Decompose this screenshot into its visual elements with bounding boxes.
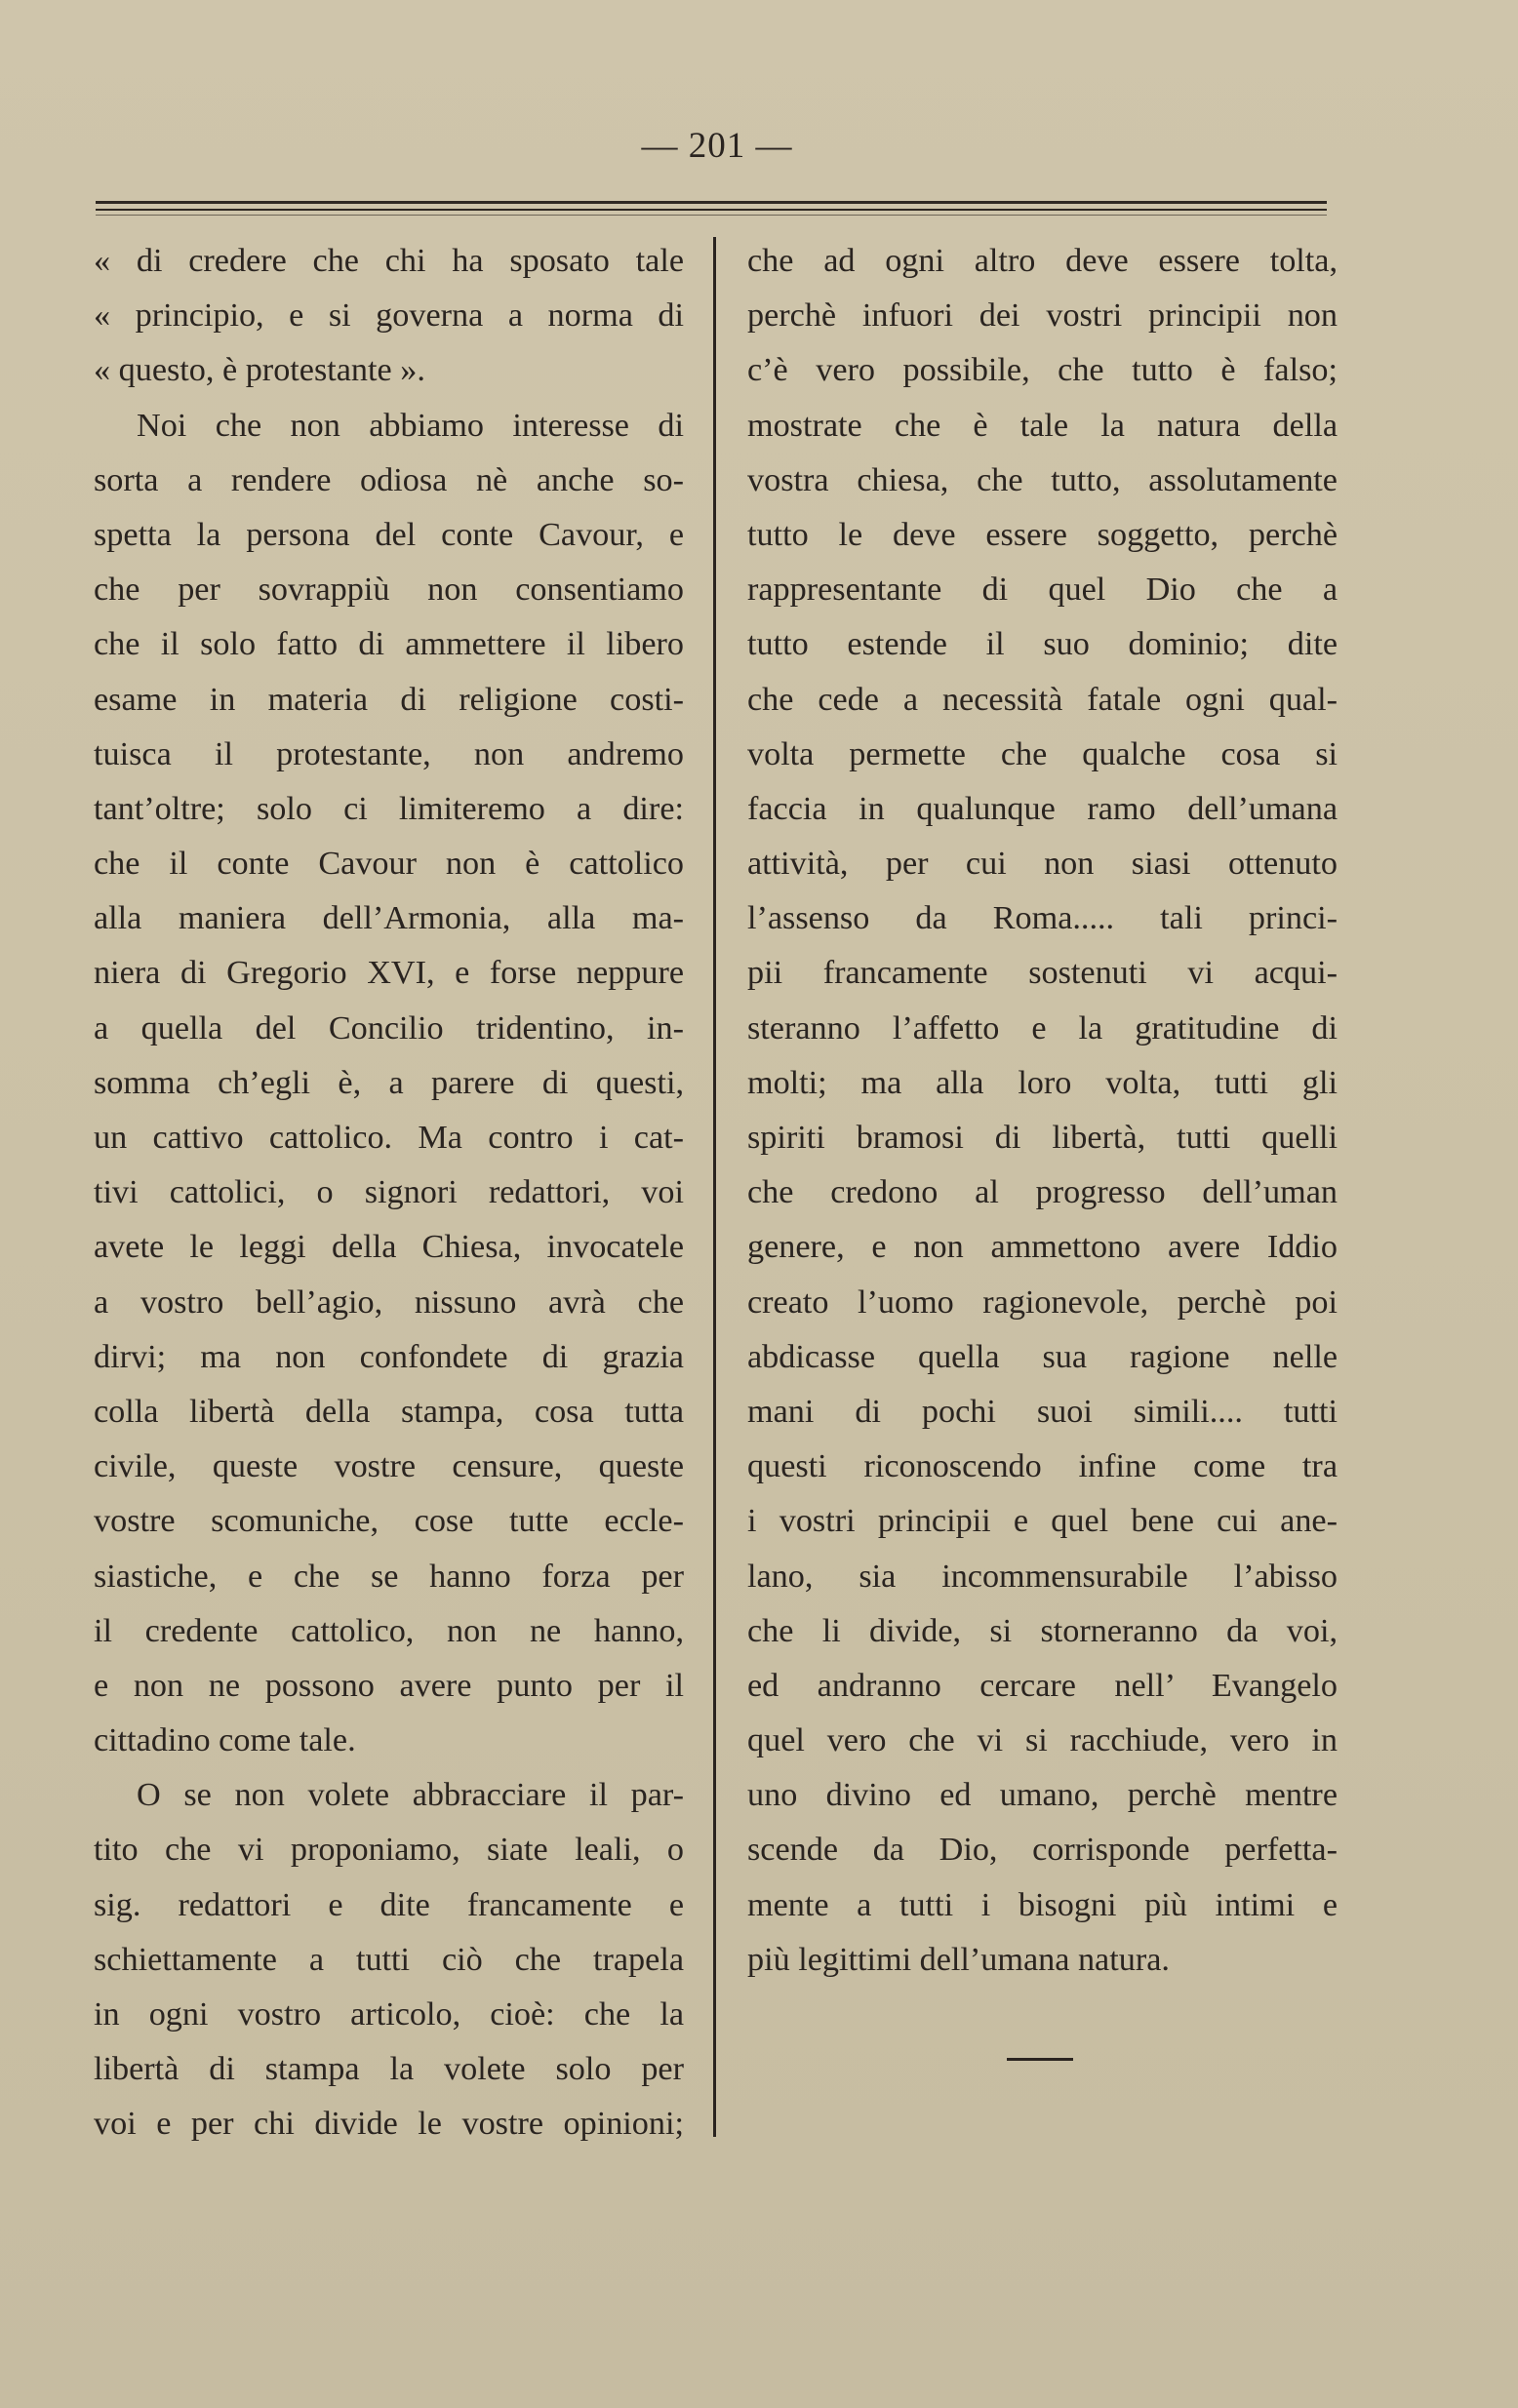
text-line: colla libertà della stampa, cosa tutta (94, 1393, 684, 1430)
text-line: somma ch’egli è, a parere di questi, (94, 1064, 684, 1101)
text-line: sorta a rendere odiosa nè anche so- (94, 461, 684, 498)
text-line: scende da Dio, corrisponde perfetta- (747, 1832, 1338, 1869)
text-line: dirvi; ma non confondete di grazia (94, 1338, 684, 1375)
text-line: genere, e non ammettono avere Iddio (747, 1229, 1338, 1266)
text-line: abdicasse quella sua ragione nelle (747, 1338, 1338, 1375)
text-line: vostra chiesa, che tutto, assolutamente (747, 461, 1338, 498)
text-line: ed andranno cercare nell’ Evangelo (747, 1667, 1338, 1704)
text-line: alla maniera dell’Armonia, alla ma- (94, 900, 684, 937)
end-of-section-rule (1007, 2058, 1073, 2061)
text-line: quel vero che vi si racchiude, vero in (747, 1722, 1338, 1759)
right-column (747, 234, 1338, 1988)
text-line: O se non volete abbracciare il par- (137, 1777, 684, 1814)
text-line: più legittimi dell’umana natura. (747, 1941, 1170, 1978)
text-line: questi riconoscendo infine come tra (747, 1448, 1338, 1485)
text-line: faccia in qualunque ramo dell’umana (747, 790, 1338, 827)
text-line: i vostri principii e quel bene cui ane- (747, 1503, 1338, 1540)
text-line: mente a tutti i bisogni più intimi e (747, 1886, 1338, 1923)
page-number: — 201 — (641, 126, 793, 166)
text-line: voi e per chi divide le vostre opinioni; (94, 2106, 684, 2143)
text-line: che credono al progresso dell’uman (747, 1174, 1338, 1211)
text-line: esame in materia di religione costi- (94, 681, 684, 718)
text-line: spetta la persona del conte Cavour, e (94, 516, 684, 553)
left-column (94, 234, 684, 2152)
text-line: molti; ma alla loro volta, tutti gli (747, 1064, 1338, 1101)
text-line: che ad ogni altro deve essere tolta, (747, 243, 1338, 279)
text-line: lano, sia incommensurabile l’abisso (747, 1558, 1338, 1595)
text-line: Noi che non abbiamo interesse di (137, 407, 684, 444)
text-line: schiettamente a tutti ciò che trapela (94, 1941, 684, 1978)
header-rule-double (96, 209, 1327, 211)
text-line: libertà di stampa la volete solo per (94, 2051, 684, 2088)
text-line: che il solo fatto di ammettere il libero (94, 626, 684, 663)
text-line: tito che vi proponiamo, siate leali, o (94, 1832, 684, 1869)
text-line: e non ne possono avere punto per il (94, 1667, 684, 1704)
text-line: volta permette che qualche cosa si (747, 735, 1338, 772)
text-line: creato l’uomo ragionevole, perchè poi (747, 1283, 1338, 1321)
text-line: che per sovrappiù non consentiamo (94, 572, 684, 609)
text-line: mani di pochi suoi simili.... tutti (747, 1393, 1338, 1430)
text-line: spiriti bramosi di libertà, tutti quelli (747, 1120, 1338, 1156)
text-line: a vostro bell’agio, nissuno avrà che (94, 1283, 684, 1321)
text-line: tuisca il protestante, non andremo (94, 735, 684, 772)
text-line: « di credere che chi ha sposato tale (94, 243, 684, 279)
text-line: vostre scomuniche, cose tutte eccle- (94, 1503, 684, 1540)
text-line: « principio, e si governa a norma di (94, 297, 684, 335)
text-line: un cattivo cattolico. Ma contro i cat- (94, 1120, 684, 1156)
text-line: il credente cattolico, non ne hanno, (94, 1612, 684, 1649)
column-divider (713, 237, 716, 2137)
text-line: steranno l’affetto e la gratitudine di (747, 1009, 1338, 1046)
header-rule-thin (96, 215, 1327, 216)
text-line: che cede a necessità fatale ogni qual- (747, 681, 1338, 718)
text-line: rappresentante di quel Dio che a (747, 572, 1338, 609)
text-line: che il conte Cavour non è cattolico (94, 846, 684, 883)
text-line: a quella del Concilio tridentino, in- (94, 1009, 684, 1046)
text-line: pii francamente sostenuti vi acqui- (747, 955, 1338, 992)
text-line: c’è vero possibile, che tutto è falso; (747, 352, 1338, 389)
text-line: tutto estende il suo dominio; dite (747, 626, 1338, 663)
text-line: avete le leggi della Chiesa, invocatele (94, 1229, 684, 1266)
text-line: in ogni vostro articolo, cioè: che la (94, 1996, 684, 2033)
text-line: siastiche, e che se hanno forza per (94, 1558, 684, 1595)
header-rule (96, 201, 1327, 204)
text-line: sig. redattori e dite francamente e (94, 1886, 684, 1923)
text-line: niera di Gregorio XVI, e forse neppure (94, 955, 684, 992)
text-line: cittadino come tale. (94, 1722, 356, 1759)
text-line: attività, per cui non siasi ottenuto (747, 846, 1338, 883)
text-line: tant’oltre; solo ci limiteremo a dire: (94, 790, 684, 827)
text-line: che li divide, si storneranno da voi, (747, 1612, 1338, 1649)
text-line: perchè infuori dei vostri principii non (747, 297, 1338, 335)
text-line: uno divino ed umano, perchè mentre (747, 1777, 1338, 1814)
text-line: civile, queste vostre censure, queste (94, 1448, 684, 1485)
text-line: « questo, è protestante ». (94, 352, 425, 389)
text-line: mostrate che è tale la natura della (747, 407, 1338, 444)
text-line: tutto le deve essere soggetto, perchè (747, 516, 1338, 553)
text-line: tivi cattolici, o signori redattori, voi (94, 1174, 684, 1211)
text-line: l’assenso da Roma..... tali princi- (747, 900, 1338, 937)
